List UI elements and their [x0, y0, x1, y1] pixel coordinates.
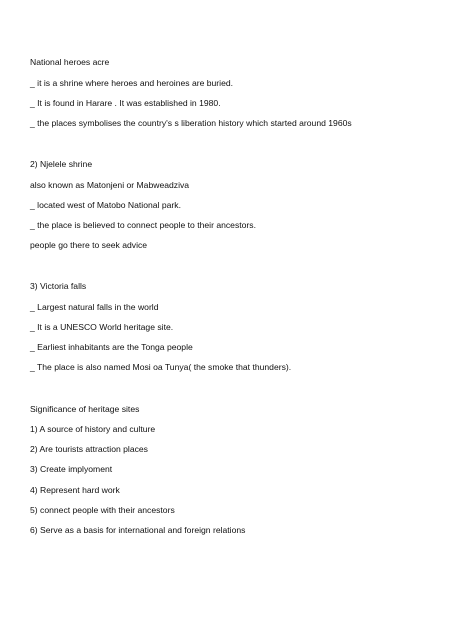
- section-3-line-2: _ It is a UNESCO World heritage site.: [30, 322, 174, 332]
- section-4-line-3: 3) Create implyoment: [30, 464, 113, 474]
- section-2-line-4: people go there to seek advice: [30, 240, 148, 250]
- section-2-line-1: also known as Matonjeni or Mabweadziva: [30, 180, 190, 190]
- section-3-line-1: _ Largest natural falls in the world: [30, 302, 159, 312]
- section-1-heading: National heroes acre: [30, 57, 110, 67]
- section-4-line-4: 4) Represent hard work: [30, 485, 120, 495]
- section-4-line-2: 2) Are tourists attraction places: [30, 444, 148, 454]
- section-3-heading: 3) Victoria falls: [30, 281, 87, 291]
- section-4-heading: Significance of heritage sites: [30, 404, 140, 414]
- section-2-line-3: _ the place is believed to connect people to their ancestors.: [30, 220, 256, 230]
- section-3-line-3: _ Earliest inhabitants are the Tonga people: [30, 342, 193, 352]
- section-4-line-6: 6) Serve as a basis for international and foreign relations: [30, 525, 246, 535]
- section-1-line-3: _ the places symbolises the country's s liberation history which started around 1960s: [30, 118, 352, 128]
- section-1-line-1: _ it is a shrine where heroes and heroines are buried.: [30, 78, 234, 88]
- section-4-line-1: 1) A source of history and culture: [30, 424, 156, 434]
- section-3-line-4: _ The place is also named Mosi oa Tunya( the smoke that thunders).: [30, 362, 292, 372]
- section-4-line-5: 5) connect people with their ancestors: [30, 505, 175, 515]
- section-1-line-2: _ It is found in Harare . It was established in 1980.: [30, 98, 221, 108]
- section-2-line-2: _ located west of Matobo National park.: [30, 200, 181, 210]
- section-2-heading: 2) Njelele shrine: [30, 159, 93, 169]
